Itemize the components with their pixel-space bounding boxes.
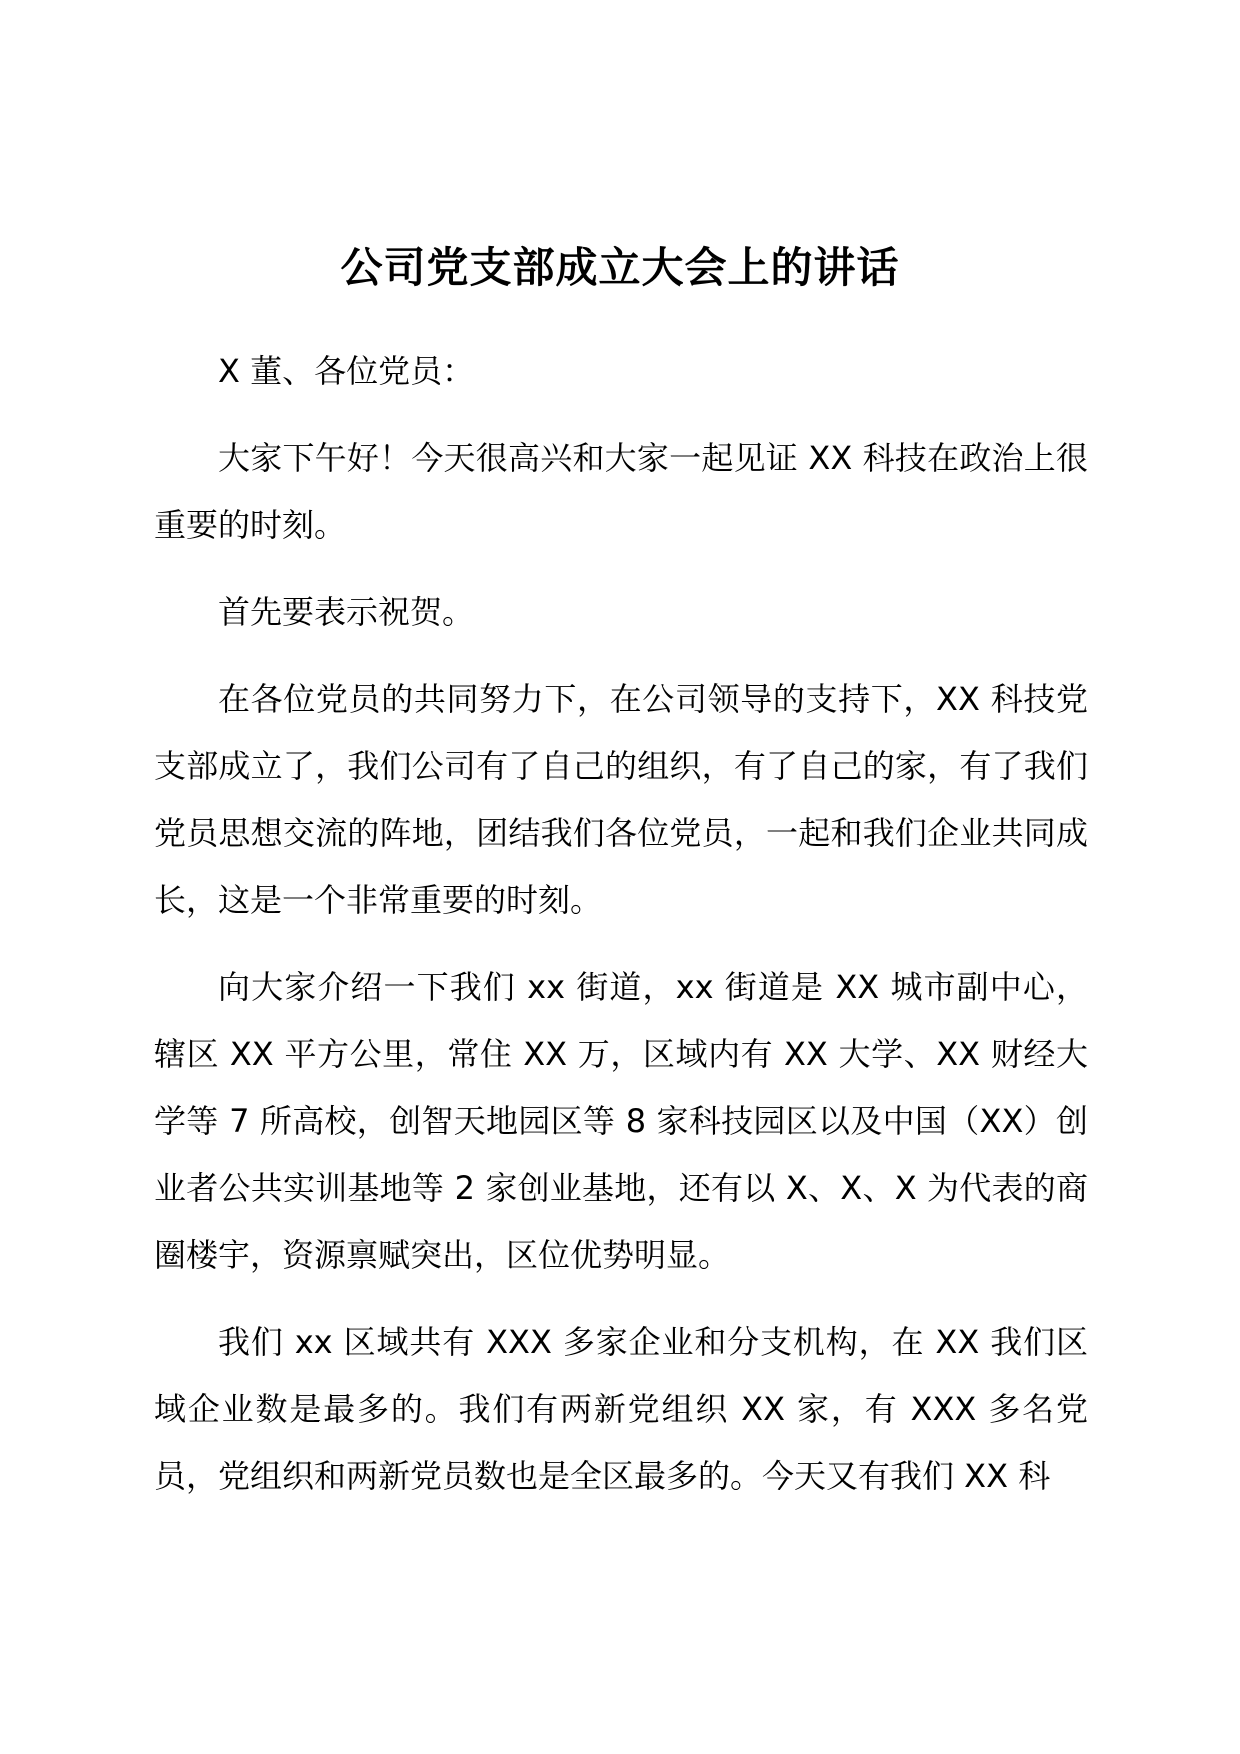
greeting-paragraph: 大家下午好！今天很高兴和大家一起见证 XX 科技在政治上很重要的时刻。: [154, 439, 1088, 544]
street-introduction-paragraph: 向大家介绍一下我们 xx 街道，xx 街道是 XX 城市副中心，辖区 XX 平方公里，常住 XX 万，区域内有 XX 大学、XX 财经大学等 7 所高校，创智天地园区等 8 家科技园区以及中国（XX）创业者公共实训基地等 2 家创业基地，还有以 X、X、X 为代表的商圈楼宇，资源禀赋突出，区位优势明显。: [154, 968, 1088, 1274]
branch-established-paragraph: 在各位党员的共同努力下，在公司领导的支持下，XX 科技党支部成立了，我们公司有了自己的组织，有了自己的家，有了我们党员思想交流的阵地，团结我们各位党员，一起和我们企业共同成长，这是一个非常重要的时刻。: [154, 680, 1088, 919]
salutation-paragraph: X 董、各位党员：: [218, 352, 475, 390]
document-body: [154, 338, 1088, 1530]
congratulations-paragraph: 首先要表示祝贺。: [218, 593, 475, 631]
document-title: 公司党支部成立大会上的讲话: [340, 243, 900, 292]
enterprise-statistics-paragraph: 我们 xx 区域共有 XXX 多家企业和分支机构，在 XX 我们区域企业数是最多的。我们有两新党组织 XX 家，有 XXX 多名党员，党组织和两新党员数也是全区最多的。今天又有我们 XX 科: [154, 1323, 1088, 1495]
